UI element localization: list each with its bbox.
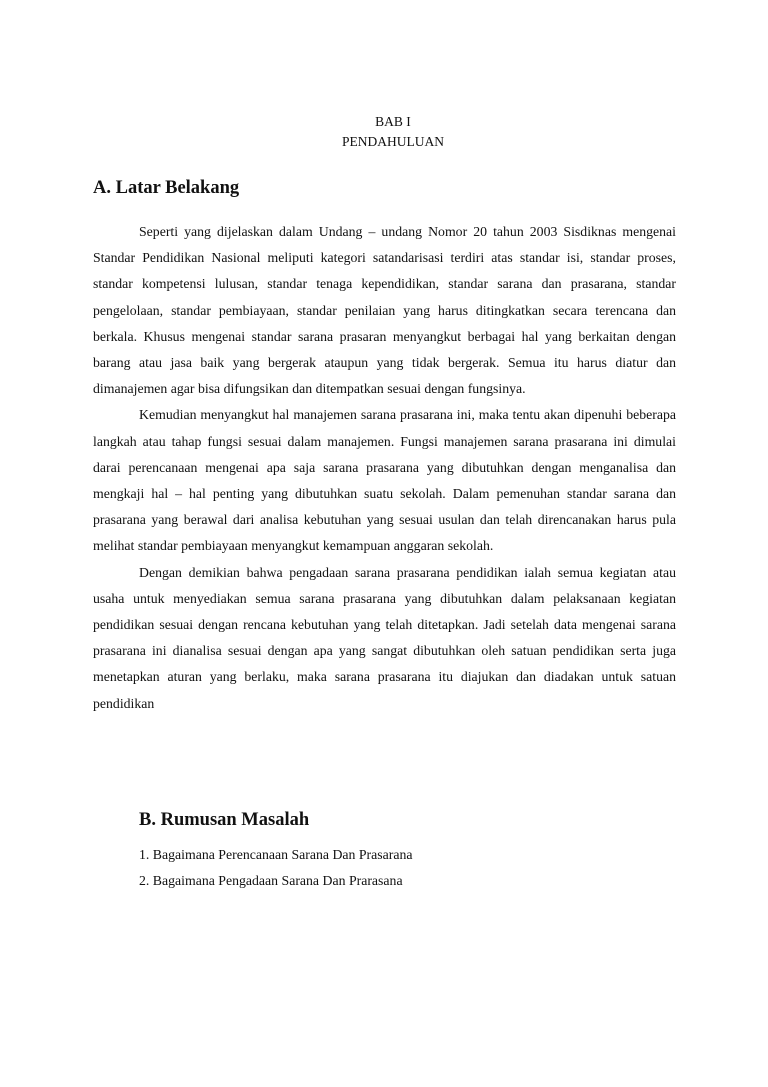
section-heading-rumusan-masalah: B. Rumusan Masalah <box>139 810 310 830</box>
problem-list <box>139 842 413 894</box>
list-item: 1. Bagaimana Perencanaan Sarana Dan Prasarana <box>139 847 413 862</box>
paragraph: Kemudian menyangkut hal manajemen sarana prasarana ini, maka tentu akan dipenuhi beberapa langkah atau tahap fungsi sesuai dalam manajemen. Fungsi manajemen sarana prasarana ini dimulai darai perencanaan mengenai apa saja sarana prasarana yang dibutuhkan dengan menganalisa dan mengkaji hal – hal penting yang dibutuhkan suatu sekolah. Dalam pemenuhan standar sarana dan prasarana yang berawal dari analisa kebutuhan yang sesuai usulan dan telah direncanakan harus pula melihat standar pembiayaan menyangkut kemampuan anggaran sekolah. <box>93 407 676 554</box>
paragraph: Dengan demikian bahwa pengadaan sarana prasarana pendidikan ialah semua kegiatan atau usaha untuk menyediakan semua sarana prasarana yang dibutuhkan dalam pelaksanaan kegiatan pendidikan sesuai dengan rencana kebutuhan yang telah ditetapkan. Jadi setelah data mengenai sarana prasarana ini dianalisa sesuai dengan apa yang sangat dibutuhkan oleh satuan pendidikan serta juga menetapkan aturan yang berlaku, maka sarana prasarana itu diajukan dan diadakan untuk satuan pendidikan <box>93 564 676 711</box>
chapter-number: BAB I <box>375 114 411 129</box>
section-heading-latar-belakang: A. Latar Belakang <box>93 178 240 198</box>
list-item: 2. Bagaimana Pengadaan Sarana Dan Prarasana <box>139 873 403 888</box>
chapter-title: PENDAHULUAN <box>342 134 444 149</box>
paragraph: Seperti yang dijelaskan dalam Undang – undang Nomor 20 tahun 2003 Sisdiknas mengenai Standar Pendidikan Nasional meliputi kategori satandarisasi terdiri atas standar isi, standar proses, standar kompetensi lulusan, standar tenaga kependidikan, standar sarana dan prasarana, standar pengelolaan, standar pembiayaan, standar penilaian yang harus ditingkatkan secara terencana dan berkala. Khusus mengenai standar sarana prasaran menyangkut berbagai hal yang berkaitan dengan barang atau jasa baik yang bergerak ataupun yang tidak bergerak. Semua itu harus diatur dan dimanajemen agar bisa difungsikan dan ditempatkan sesuai dengan fungsinya. <box>93 224 676 397</box>
section-body-latar-belakang <box>93 219 676 717</box>
chapter-heading <box>0 112 768 152</box>
